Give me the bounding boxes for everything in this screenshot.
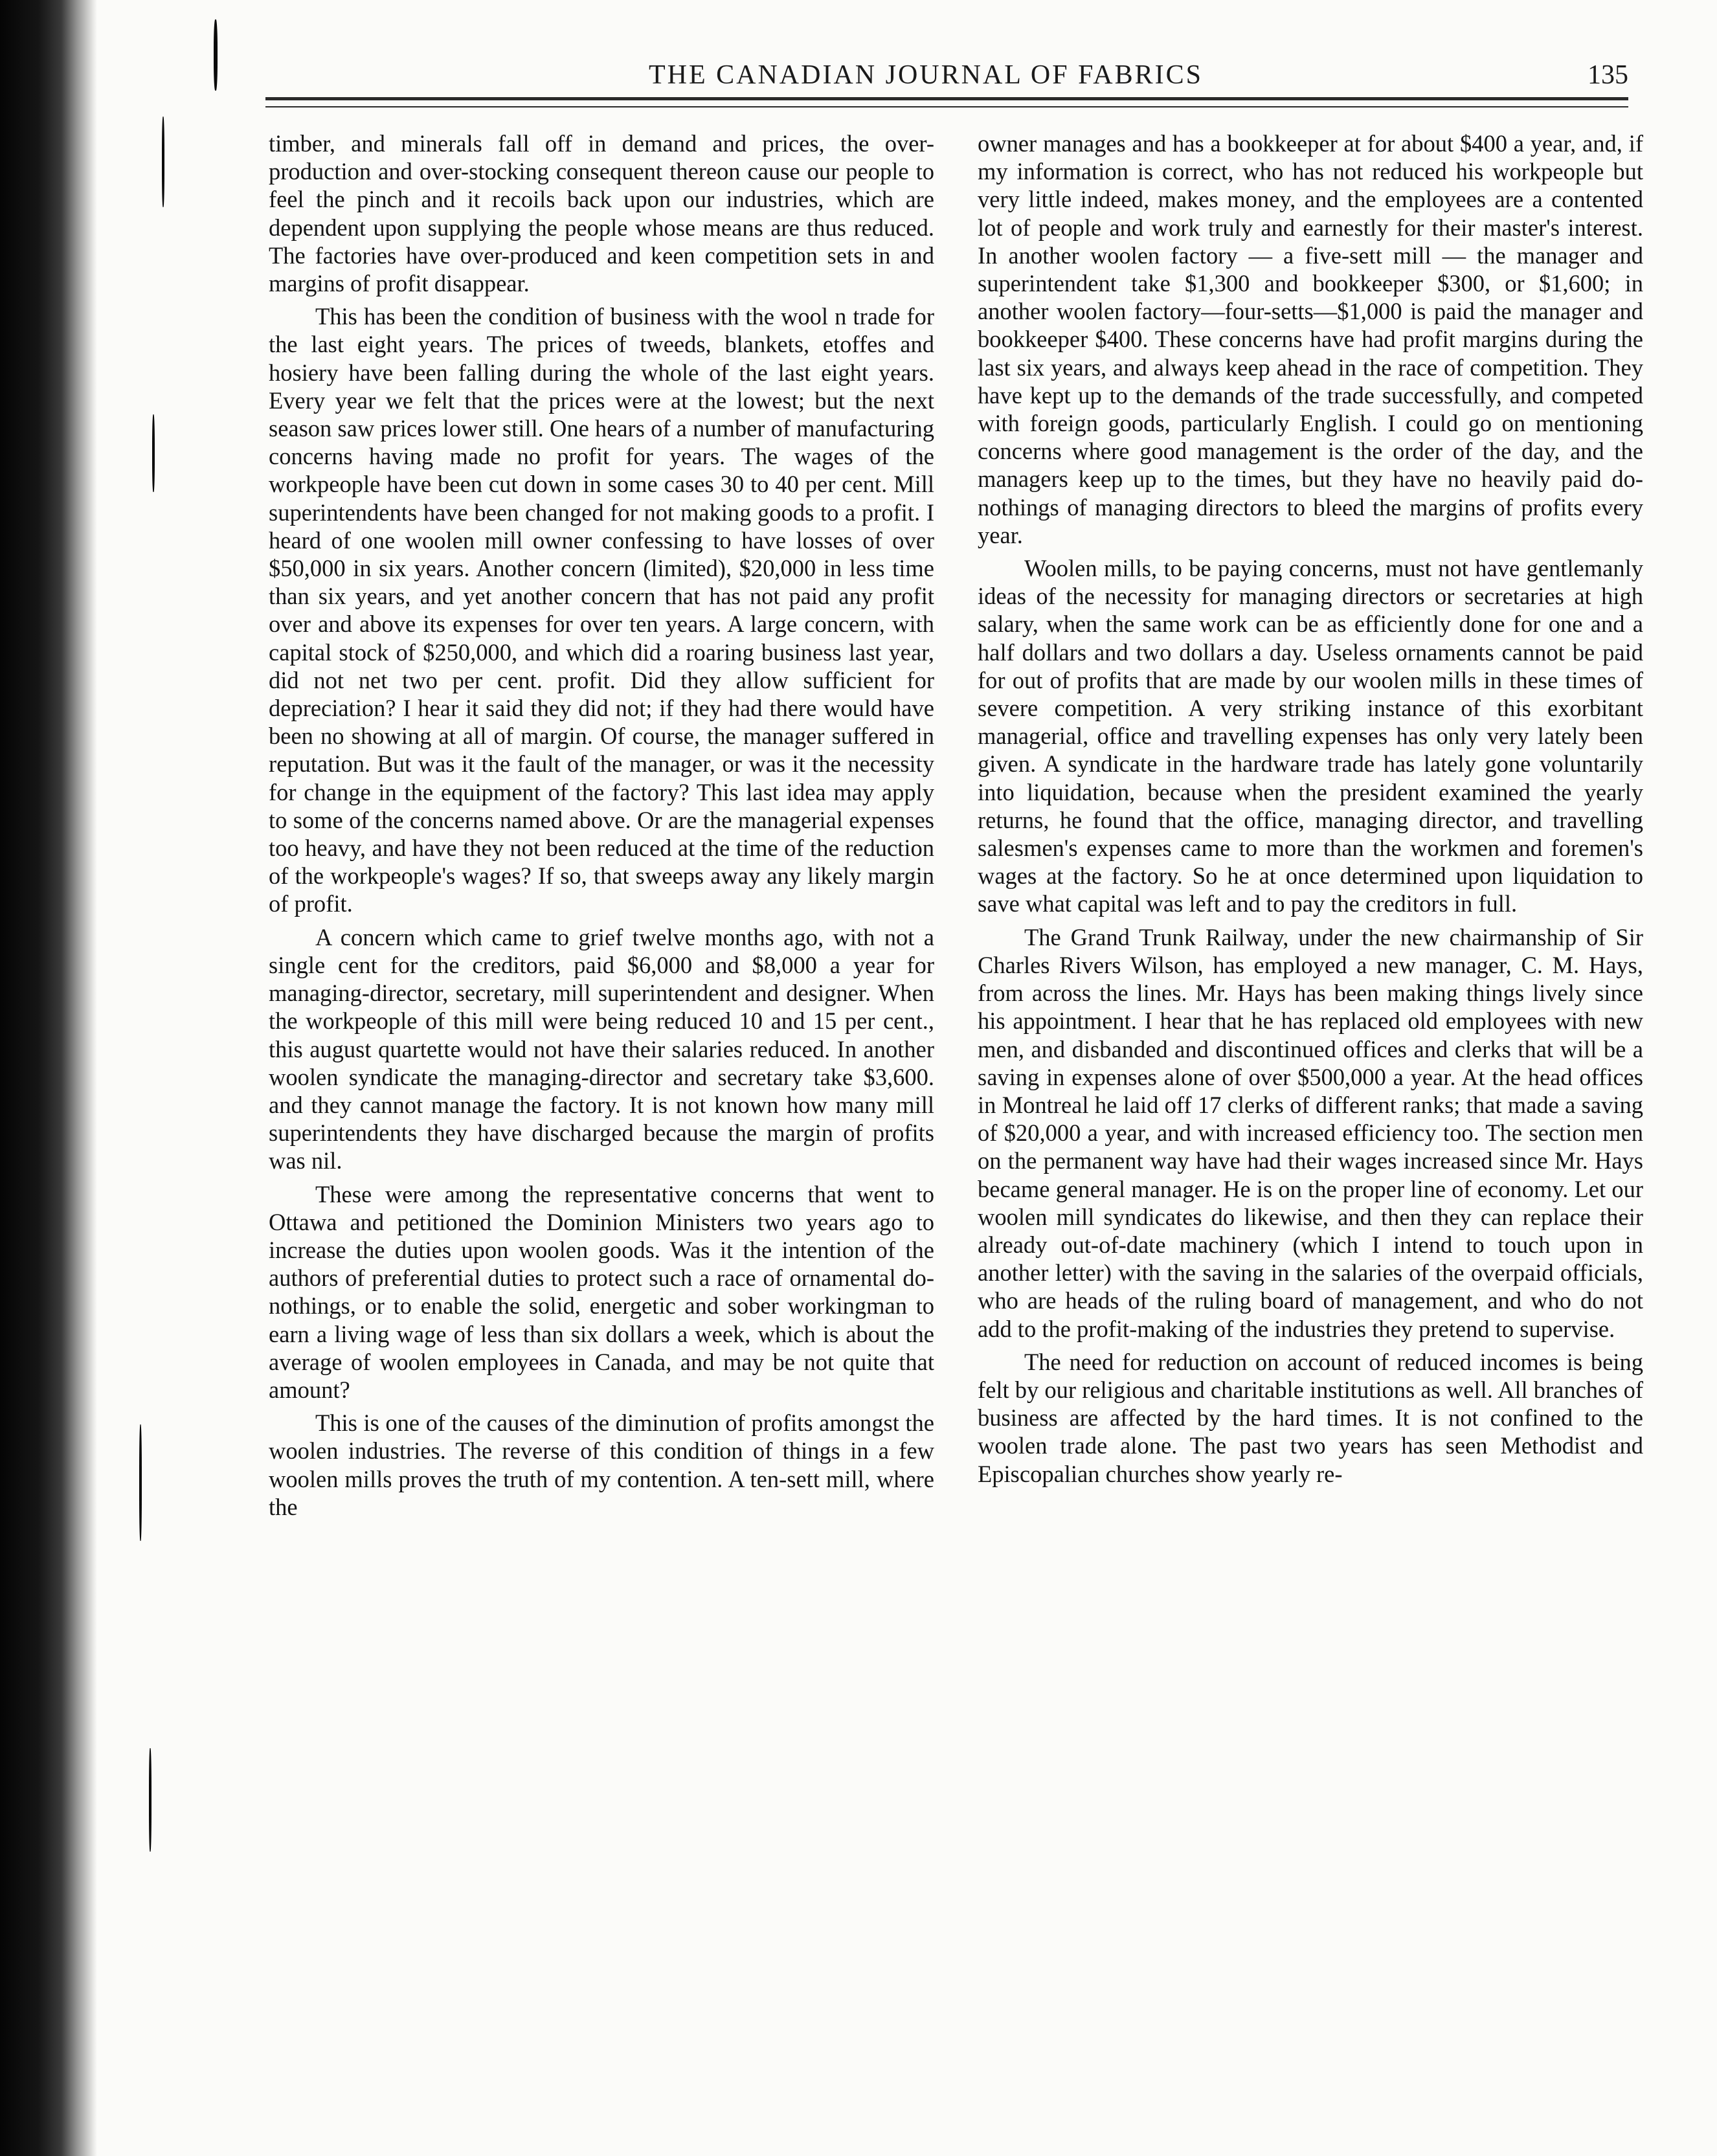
paragraph: This is one of the causes of the diminution of profits amongst the woolen industries. The reverse of this condition of things in a few woolen mills proves the truth of my contention. A ten-sett mill, where the [269, 1409, 934, 1520]
binding-mark [152, 414, 155, 492]
header-rule-thin [265, 106, 1628, 107]
paragraph: This has been the condition of business with the wool n trade for the last eight years. The prices of tweeds, blankets, etoffes and hosiery have been falling during the whole of the last eight years. Every year we felt that the prices were at the lowest; but the next season saw prices lower still. One hears of a number of manufacturing concerns having made no profit for years. The wages of the workpeople have been cut down in some cases 30 to 40 per cent. Mill superintendents have been changed for not making goods to a profit. I heard of one woolen mill owner confessing to have losses of over $50,000 in six years. Another concern (limited), $20,000 in less time than six years, and yet another concern that has not paid any profit over and above its expenses for over ten years. A large concern, with capital stock of $250,000, and which did a roaring business last year, did not net two per cent. profit. Did they allow sufficient for depreciation? I hear it said they did not; if they had there would have been no showing at all of margin. Of course, the manager suffered in reputation. But was it the fault of the manager, or was it the necessity for change in the equipment of the factory? This last idea may apply to some of the concerns named above. Or are the managerial expenses too heavy, and have they not been reduced at the time of the reduction of the workpeople's wages? If so, that sweeps away any likely margin of profit. [269, 303, 934, 917]
paragraph: The need for reduction on account of reduced incomes is being felt by our religious and charitable institutions as well. All branches of business are affected by the hard times. It is not confined to the woolen trade alone. The past two years has seen Methodist and Episcopalian churches show yearly re- [978, 1348, 1643, 1487]
page-number: 135 [1588, 60, 1628, 90]
paragraph: These were among the representative concerns that went to Ottawa and petitioned the Dominion Ministers two years ago to increase the duties upon woolen goods. Was it the intention of the authors of preferential duties to protect such a race of ornamental do-nothings, or to enable the solid, energetic and sober workingman to earn a living wage of less than six dollars a week, which is about the average of woolen employees in Canada, and may be not quite that amount? [269, 1180, 934, 1403]
binding-mark [149, 1748, 152, 1852]
header-rule-thick [265, 97, 1628, 100]
right-column [978, 129, 1643, 1488]
page-binding-edge [0, 0, 97, 2156]
binding-mark [139, 1424, 142, 1541]
paragraph: owner manages and has a bookkeeper at for about $400 a year, and, if my information is correct, who has not reduced his workpeople but very little indeed, makes money, and the employees are a contented lot of people and work truly and earnestly for their master's interest. In another woolen factory — a five-sett mill — the manager and superintendent take $1,300 and bookkeeper $300, or $1,600; in another woolen factory—four-setts—$1,000 is paid the manager and bookkeeper $400. These concerns have had profit margins during the last six years, and always keep ahead in the race of competition. They have kept up to the demands of the trade successfully, and competed with foreign goods, particularly English. I could go on mentioning concerns where good management is the order of the day, and the managers keep up to the times, but they have no heavily paid do-nothings of managing directors to bleed the margins of profits every year. [978, 130, 1643, 548]
paragraph: Woolen mills, to be paying concerns, must not have gentlemanly ideas of the necessity for managing directors or secretaries at high salary, when the same work can be as efficiently done for one and a half dollars and two dollars a day. Useless ornaments cannot be paid for out of profits that are made by our woolen mills in these times of severe competition. A very striking instance of this exorbitant managerial, office and travelling expenses has only very lately been given. A syndicate in the hardware trade has lately gone voluntarily into liquidation, because when the president examined the yearly returns, he found that the office, managing director, and travelling salesmen's expenses came to more than the workmen and foremen's wages at the factory. So he at once determined upon liquidation to save what capital was left and to pay the creditors in full. [978, 555, 1643, 917]
paragraph: A concern which came to grief twelve months ago, with not a single cent for the creditors, paid $6,000 and $8,000 a year for managing-director, secretary, mill superintendent and designer. When the workpeople of this mill were being reduced 10 and 15 per cent., this august quartette would not have their salaries reduced. In another woolen syndicate the managing-director and secretary take $3,600. and they cannot manage the factory. It is not known how many mill superintendents they have discharged because the margin of profits was nil. [269, 923, 934, 1174]
journal-title: THE CANADIAN JOURNAL OF FABRICS [648, 60, 1204, 90]
paragraph: The Grand Trunk Railway, under the new chairmanship of Sir Charles Rivers Wilson, has employed a new manager, C. M. Hays, from across the lines. Mr. Hays has been making things lively since his appointment. I hear that he has replaced old employees with new men, and disbanded and discontinued offices and clerks that will be a saving in expenses alone of over $500,000 a year. At the head offices in Montreal he laid off 17 clerks of different ranks; that made a saving of $20,000 a year, and with increased efficiency too. The section men on the permanent way have had their wages increased since Mr. Hays became general manager. He is on the proper line of economy. Let our woolen mill syndicates do likewise, and then they can replace their already out-of-date machinery (which I intend to touch upon in another letter) with the saving in the salaries of the overpaid officials, who are heads of the ruling board of management, and who do not add to the profit-making of the industries they pretend to supervise. [978, 923, 1643, 1342]
binding-mark [214, 19, 218, 91]
paragraph: timber, and minerals fall off in demand and prices, the over-production and over-stocking consequent thereon cause our people to feel the pinch and it recoils back upon our industries, which are dependent upon supplying the people whose means are thus reduced. The factories have over-produced and keen competition sets in and margins of profit disappear. [269, 130, 934, 297]
left-column [269, 129, 934, 1521]
binding-mark [162, 117, 164, 207]
